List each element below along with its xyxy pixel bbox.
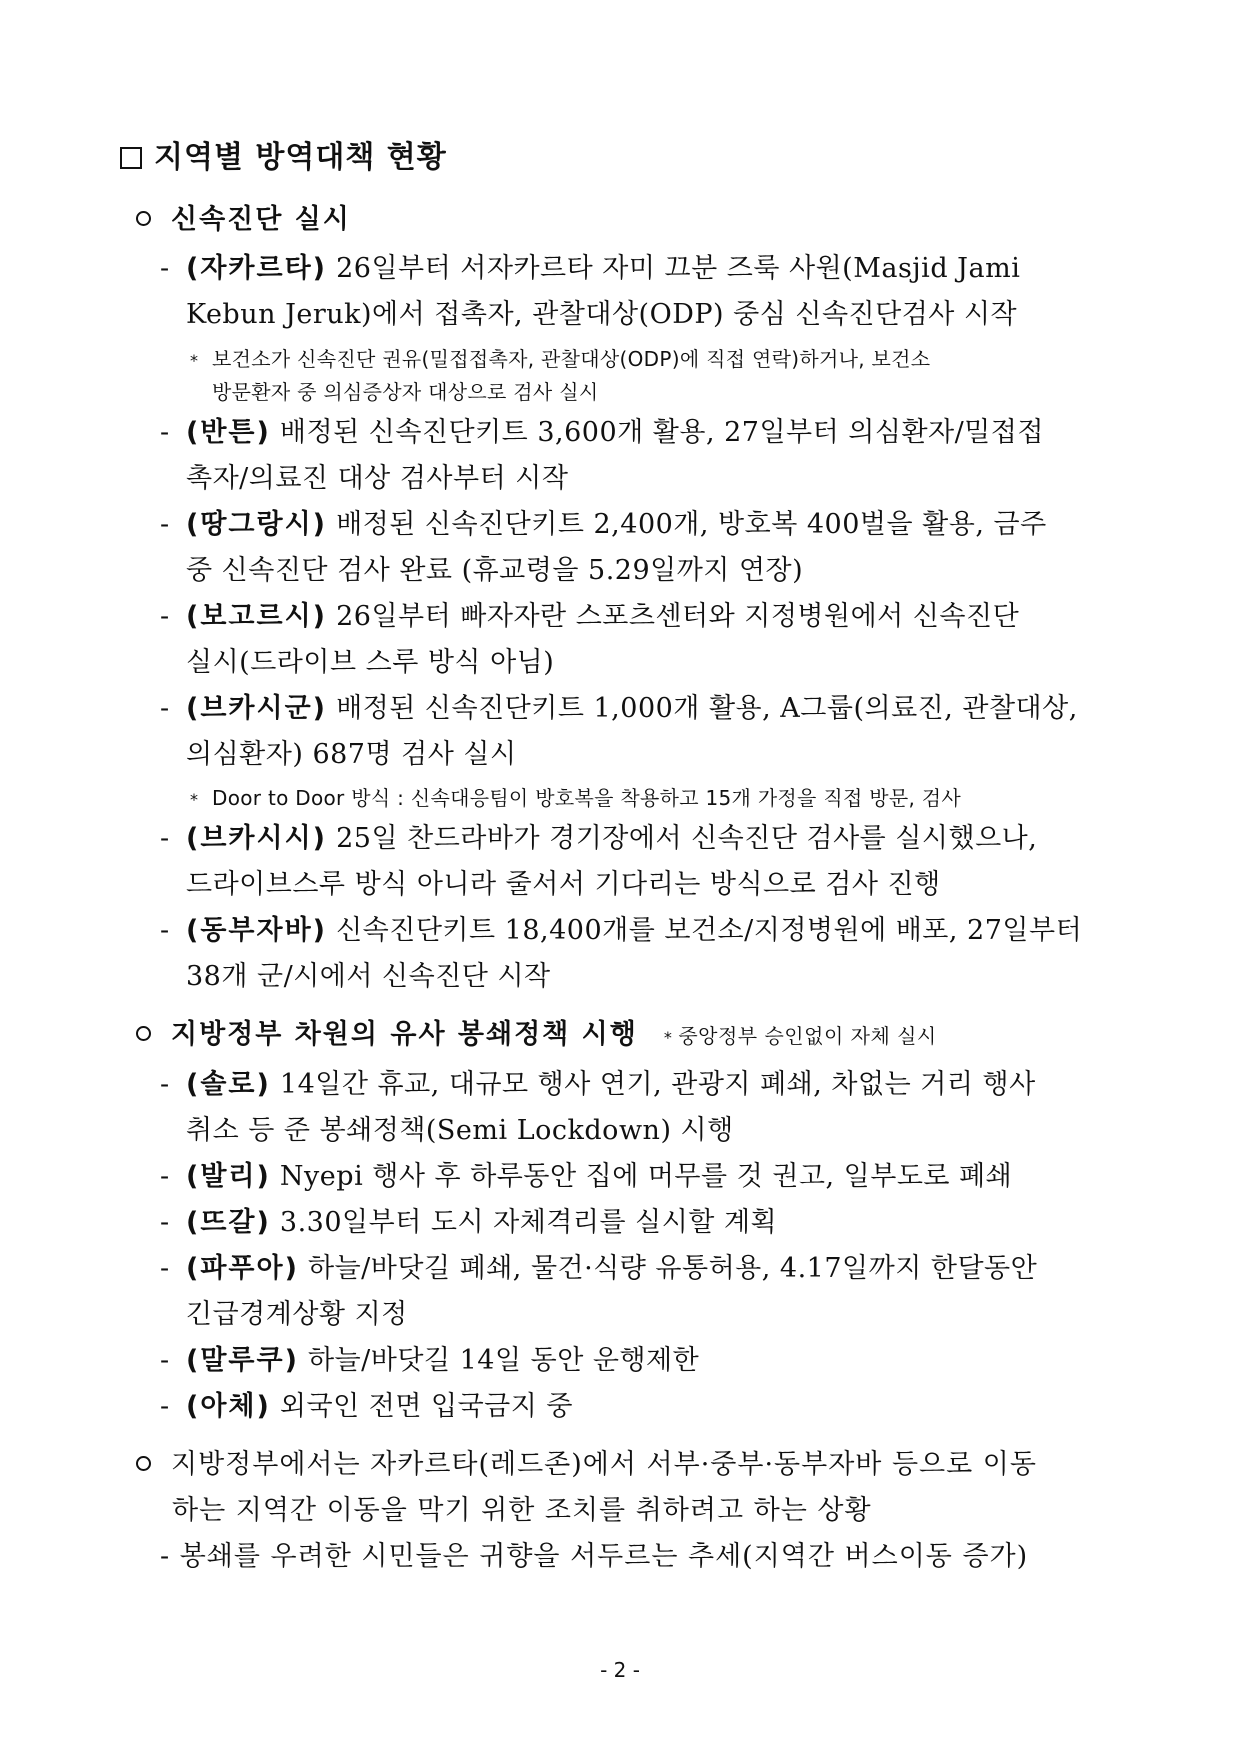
page-number: - 2 - — [600, 1658, 640, 1682]
asterisk-icon: * — [190, 790, 199, 809]
list-item: - (파푸아) 하늘/바닷길 폐쇄, 물건·식량 유통허용, 4.17일까지 한달동안 — [160, 1253, 1038, 1284]
list-item: - (브카시시) 25일 찬드라바가 경기장에서 신속진단 검사를 실시했으나, — [160, 823, 1038, 854]
list-item-continuation: 중 신속진단 검사 완료 (휴교령을 5.29일까지 연장) — [186, 555, 804, 586]
block3-subpoint: - 봉쇄를 우려한 시민들은 귀향을 서두르는 추세(지역간 버스이동 증가) — [160, 1541, 1029, 1572]
list-item-continuation: 실시(드라이브 스루 방식 아님) — [186, 647, 555, 678]
list-item-continuation: 드라이브스루 방식 아니라 줄서서 기다리는 방식으로 검사 진행 — [186, 869, 941, 900]
footnote: * 보건소가 신속진단 권유(밀접접촉자, 관찰대상(ODP)에 직접 연락)하거나, 보건소 — [190, 347, 931, 371]
list-item: - (브카시군) 배정된 신속진단키트 1,000개 활용, A그룹(의료진, 관찰대상, — [160, 693, 1078, 724]
list-item: - (말루쿠) 하늘/바닷길 14일 동안 운행제한 — [160, 1345, 700, 1376]
circle-bullet-icon — [136, 1456, 151, 1471]
list-item-continuation: 38개 군/시에서 신속진단 시작 — [186, 961, 551, 992]
checkbox-square-icon — [120, 147, 142, 169]
block1-title: 신속진단 실시 — [136, 205, 351, 235]
circle-bullet-icon — [136, 1026, 151, 1041]
list-item: - (아체) 외국인 전면 입국금지 중 — [160, 1391, 573, 1422]
list-item-continuation: 의심환자) 687명 검사 실시 — [186, 739, 517, 770]
footnote-continuation: 방문환자 중 의심증상자 대상으로 검사 실시 — [212, 380, 599, 404]
footnote: * Door to Door 방식 : 신속대응팀이 방호복을 착용하고 15개 가정을 직접 방문, 검사 — [190, 786, 962, 810]
section-title: 지역별 방역대책 현황 — [120, 141, 447, 174]
inline-footnote: * 중앙정부 승인없이 자체 실시 — [663, 1024, 937, 1048]
list-item: - (반튼) 배정된 신속진단키트 3,600개 활용, 27일부터 의심환자/밀접접 — [160, 417, 1044, 448]
list-item: - (보고르시) 26일부터 빠자자란 스포츠센터와 지정병원에서 신속진단 — [160, 601, 1020, 632]
circle-bullet-icon — [136, 211, 151, 226]
list-item-continuation: 촉자/의료진 대상 검사부터 시작 — [186, 463, 569, 494]
list-item-continuation: 긴급경계상황 지정 — [186, 1299, 408, 1330]
block3-line-continuation: 하는 지역간 이동을 막기 위한 조치를 취하려고 하는 상황 — [172, 1495, 872, 1526]
block3-line: 지방정부에서는 자카르타(레드존)에서 서부·중부·동부자바 등으로 이동 — [136, 1450, 1037, 1480]
asterisk-icon: * — [190, 351, 199, 370]
block2-title: 지방정부 차원의 유사 봉쇄정책 시행 * 중앙정부 승인없이 자체 실시 — [136, 1020, 937, 1050]
asterisk-icon: * — [663, 1028, 673, 1047]
list-item: - (솔로) 14일간 휴교, 대규모 행사 연기, 관광지 폐쇄, 차없는 거리 행사 — [160, 1069, 1036, 1100]
list-item: - (자카르타) 26일부터 서자카르타 자미 끄분 즈룩 사원(Masjid Jami — [160, 253, 1021, 284]
list-item: - (동부자바) 신속진단키트 18,400개를 보건소/지정병원에 배포, 27일부터 — [160, 915, 1083, 946]
list-item: - (땅그랑시) 배정된 신속진단키트 2,400개, 방호복 400벌을 활용, 금주 — [160, 509, 1047, 540]
list-item-continuation: 취소 등 준 봉쇄정책(Semi Lockdown) 시행 — [186, 1115, 734, 1146]
list-item: - (뜨갈) 3.30일부터 도시 자체격리를 실시할 계획 — [160, 1207, 778, 1238]
list-item-continuation: Kebun Jeruk)에서 접촉자, 관찰대상(ODP) 중심 신속진단검사 시작 — [186, 299, 1018, 330]
list-item: - (발리) Nyepi 행사 후 하루동안 집에 머무를 것 권고, 일부도로 폐쇄 — [160, 1161, 1013, 1192]
